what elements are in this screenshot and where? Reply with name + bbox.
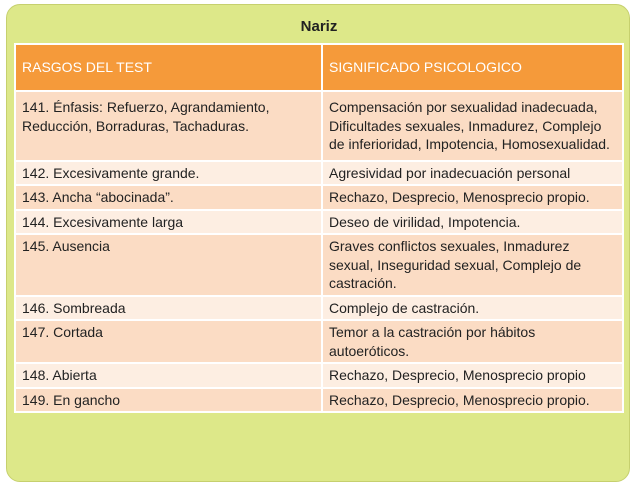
meaning-cell: Rechazo, Desprecio, Menosprecio propio. (322, 185, 623, 210)
table-row (15, 185, 623, 210)
column-header-meaning: SIGNIFICADO PSICOLOGICO (322, 44, 623, 91)
meaning-cell: Graves conflictos sexuales, Inmadurez sexual, Inseguridad sexual, Complejo de castración. (322, 234, 623, 296)
table-row (15, 296, 623, 321)
trait-cell: 145. Ausencia (15, 234, 322, 296)
meaning-cell: Agresividad por inadecuación personal (322, 161, 623, 186)
trait-cell: 148. Abierta (15, 363, 322, 388)
trait-cell: 141. Énfasis: Refuerzo, Agrandamiento, Reducción, Borraduras, Tachaduras. (15, 91, 322, 161)
meaning-cell: Compensación por sexualidad inadecuada, Dificultades sexuales, Inmadurez, Complejo de inferioridad, Impotencia, Homosexualidad. (322, 91, 623, 161)
page-title: Nariz (300, 18, 338, 35)
trait-cell: 143. Ancha “abocinada”. (15, 185, 322, 210)
meaning-cell: Rechazo, Desprecio, Menosprecio propio. (322, 388, 623, 413)
trait-cell: 146. Sombreada (15, 296, 322, 321)
table-row (15, 388, 623, 413)
table-row (15, 234, 623, 296)
trait-cell: 147. Cortada (15, 320, 322, 363)
table-header-row (15, 44, 623, 91)
table-row (15, 161, 623, 186)
traits-table (14, 43, 624, 413)
meaning-cell: Complejo de castración. (322, 296, 623, 321)
meaning-cell: Temor a la castración por hábitos autoeróticos. (322, 320, 623, 363)
table-row (15, 320, 623, 363)
trait-cell: 142. Excesivamente grande. (15, 161, 322, 186)
table-row (15, 363, 623, 388)
trait-cell: 149. En gancho (15, 388, 322, 413)
meaning-cell: Deseo de virilidad, Impotencia. (322, 210, 623, 235)
table-row (15, 91, 623, 161)
meaning-cell: Rechazo, Desprecio, Menosprecio propio (322, 363, 623, 388)
trait-cell: 144. Excesivamente larga (15, 210, 322, 235)
column-header-traits: RASGOS DEL TEST (15, 44, 322, 91)
table-row (15, 210, 623, 235)
